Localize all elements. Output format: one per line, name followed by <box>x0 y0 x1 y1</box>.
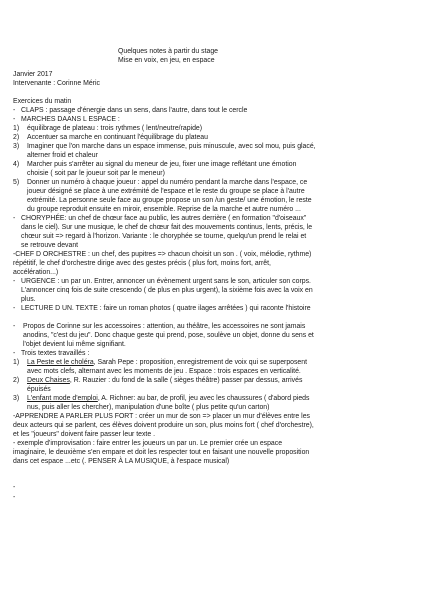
text-line: Marcher puis s'arrêter au signal du meneur de jeu, fixer une image reflétant une émotion <box>27 161 297 168</box>
text-line: équilibrage de plateau : trois rythmes ( lent/neutre/rapide) <box>27 125 203 132</box>
text-rest: , R. Rauzier : du fond de la salle ( sièges théâtre) passer par dessus, arrivés <box>69 377 303 384</box>
text-line: extrémité. La personne seule face au groupe propose un son /un geste/ une émotion, le reste <box>27 197 312 204</box>
text-line: épuisés <box>27 386 51 393</box>
list-number: 5) <box>13 179 20 186</box>
text-line: répétitif, le chef d'orchestre dirige avec des gestes précis ( plus fort, moins fort, arrêt, <box>13 260 271 267</box>
list-number: 2) <box>13 377 20 384</box>
intervenant: Intervenante : Corinne Méric <box>13 80 100 87</box>
list-number: 3) <box>13 395 20 402</box>
dash-marker: - <box>13 350 16 357</box>
title-line-1: Quelques notes à partir du stage <box>118 48 218 55</box>
section-heading: Exercices du matin <box>13 98 72 105</box>
text-line: dans le ciel). Sur une musique, le chef de chœur fait des mouvements continus, lents, précis, le <box>21 224 313 231</box>
text-line: URGENCE : un par un. Entrer, annoncer un évènement urgent sans le son, articuler son corps. <box>21 278 311 285</box>
text-line: alterner froid et chaleur <box>27 152 98 159</box>
text-line: se retrouve devant <box>21 242 79 249</box>
text-line: CLAPS : passage d'énergie dans un sens, dans l'autre, dans tout le cercle <box>21 107 248 114</box>
dash-marker: - <box>13 107 16 114</box>
text-line: Trois textes travaillés : <box>21 350 90 357</box>
text-line: Accentuer sa marche en continuant l'équilibrage du plateau <box>27 134 208 141</box>
text-title: La Peste et le choléra <box>27 359 94 366</box>
text-line: MARCHES DAANS L ESPACE : <box>21 116 120 123</box>
text-line: dans cet espace ...etc (. PENSER À LA MUSIQUE, à l'espace musical) <box>13 458 230 465</box>
text-line: et les "joueurs" doivent faire passer leur texte . <box>13 431 156 438</box>
text-line: LECTURE D UN. TEXTE : faire un roman photos ( quatre ilages arrêtées ) qui raconte l'histoire <box>21 305 311 312</box>
text-rest: , A. Richner: au bar, de profil, jeu avec les chaussures ( d'abord pieds <box>97 395 310 402</box>
text-line: chœur suit => regard à l'horizon. Variante : le choryphée se tourne, quelqu'un prend le relai et <box>21 233 307 240</box>
text-line: -APPRENDRE A PARLER PLUS FORT : créer un mur de son => placer un mur d'élèves entre les <box>13 413 310 420</box>
text-title: L'enfant mode d'emploi <box>27 395 98 402</box>
text-line: plus. <box>21 296 36 303</box>
list-number: 2) <box>13 134 20 141</box>
text-line: l'objet devient lui même signifiant. <box>23 341 126 348</box>
text-line: imaginaire, le deuxième s'en empare et doit les respecter tout en faisant une nouvelle proposition <box>13 449 310 456</box>
text-line <box>27 359 307 367</box>
list-number: 1) <box>13 125 20 132</box>
dash-marker: - <box>13 305 16 312</box>
dash-marker: - <box>13 116 16 123</box>
dash-marker: - <box>13 215 16 222</box>
text-rest: , Sarah Pepe : proposition, enregistrement de voix qui se superposent <box>93 359 308 366</box>
title-line-2: Mise en voix, en jeu, en espace <box>118 57 215 64</box>
text-line: L'annoncer cinq fois de suite crescendo ( de plus en plus urgent), la sixième fois avec la voix en <box>21 287 313 294</box>
list-number: 4) <box>13 161 20 168</box>
date: Janvier 2017 <box>13 71 53 78</box>
list-number: 1) <box>13 359 20 366</box>
text-line <box>27 395 309 403</box>
text-line: choisie ( soit par le joueur soit par le meneur) <box>27 170 165 177</box>
text-title: Deux Chaises <box>27 377 70 384</box>
text-line: -CHEF D ORCHESTRE : un chef, des pupitres => chacun choisit un son . ( voix, mélodie, rythme) <box>13 251 312 258</box>
text-line <box>27 377 302 385</box>
text-line: Imaginer que l'on marche dans un espace immense, puis minuscule, avec sol mou, puis glacé, <box>27 143 316 150</box>
text-line: du groupe reproduit ensuite en miroir, ensemble. Reprise de la marche et autre numéro ... <box>27 206 301 213</box>
text-line: deux acteurs qui se parlent, ces élèves doivent produire un son, plus moins fort ( chef d'orchestre), <box>13 422 314 429</box>
dash-marker: - <box>13 323 16 330</box>
list-number: 3) <box>13 143 20 150</box>
dash-marker: - <box>13 278 16 285</box>
text-line: accélération...) <box>13 269 59 276</box>
dash-marker: - <box>13 494 16 501</box>
text-line: - exemple d'improvisation : faire entrer les joueurs un par un. Le premier crée un espace <box>13 440 283 447</box>
text-line: avec mots clefs, alternant avec les moments de jeu . Espace : trois espaces en verticalité. <box>27 368 301 375</box>
text-line: CHORYPHÉE: un chef de chœur face au public, les autres derrière ( en formation "d'oiseaux" <box>21 215 307 222</box>
text-line: nus, puis aller les chercher), manipulation d'une boîte ( plus petite qu'un carton) <box>27 404 270 411</box>
text-line: joueur désigné se place à une extrémité de l'espace et le reste du groupe se place à l'autre <box>27 188 305 195</box>
text-line: Donner un numéro à chaque joueur : appel du numéro pendant la marche dans l'espace, ce <box>27 179 308 186</box>
text-line: anodins, "c'est du jeu". Donc chaque geste qui prend, pose, soulève un objet, donne du sens et <box>23 332 314 339</box>
text-line: Propos de Corinne sur les accessoires : attention, au théâtre, les accessoires ne sont jamais <box>23 323 306 330</box>
dash-marker: - <box>13 484 16 491</box>
